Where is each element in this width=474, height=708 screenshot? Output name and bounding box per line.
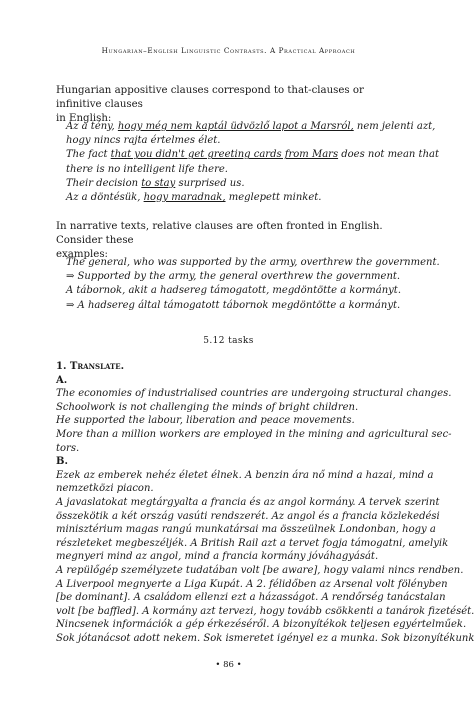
intro-2-line-2: examples: xyxy=(56,249,108,261)
sentence-line: Sok jótanácsot adott nekem. Sok ismeretet igényel ez a munka. Sok bizonyítékunk xyxy=(56,632,474,644)
fronted-clause-examples xyxy=(66,256,440,313)
sentence-line: A repülőgép személyzete tudatában volt [be aware], hogy valami nincs rendben. xyxy=(56,564,464,576)
example-line: ⇒ A hadsereg által támogatott tábornok megdöntötte a kormányt. xyxy=(66,299,401,311)
section-title: 5.12 tasks xyxy=(203,336,254,346)
example-line: Az a döntésük, hogy maradnak, meglepett minket. xyxy=(66,192,322,204)
sentence-line: részleteket megbeszéljék. A British Rail azt a tervet fogja támogatni, amelyik xyxy=(56,537,449,549)
example-line: hogy nincs rajta értelmes élet. xyxy=(66,135,221,147)
example-line: Their decision to stay surprised us. xyxy=(66,177,245,189)
part-b-sentences xyxy=(56,469,474,646)
task-1 xyxy=(56,360,474,645)
sentence-line: A javaslatokat megtárgyalta a francia és az angol kormány. A tervek szerint xyxy=(56,496,440,508)
sentence-line: He supported the labour, liberation and peace movements. xyxy=(56,415,355,427)
part-b-label: B. xyxy=(56,456,68,468)
intro-1-line-1: Hungarian appositive clauses correspond to that-clauses or infinitive clauses xyxy=(56,85,364,111)
intro-1-line-2: in English: xyxy=(56,113,112,125)
sentence-line: tors. xyxy=(56,442,80,454)
sentence-line: Ezek az emberek nehéz életet élnek. A benzin ára nő mind a hazai, mind a xyxy=(56,469,434,481)
sentence-line: A Liverpool megnyerte a Liga Kupát. A 2. félidőben az Arsenal volt fölényben xyxy=(56,578,448,590)
sentence-line: [be dominant]. A családom ellenzi ezt a házasságot. A rendőrség tanácstalan xyxy=(56,592,446,604)
running-head: Hungarian–English Linguistic Contrasts. A Practical Approach xyxy=(101,46,356,55)
appositive-examples xyxy=(66,120,439,205)
part-a-sentences xyxy=(56,387,452,455)
sentence-line: nemzetközi piacon. xyxy=(56,483,154,495)
sentence-line: Nincsenek információk a gép érkezéséről. A bizonyítékok teljesen egyértelműek. xyxy=(56,619,467,631)
sentence-line: The economies of industrialised countries are undergoing structural changes. xyxy=(56,388,452,400)
sentence-line: Schoolwork is not challenging the minds of bright children. xyxy=(56,401,359,413)
sentence-line: More than a million workers are employed in the mining and agricultural sec- xyxy=(56,428,452,440)
example-line: The fact that you didn't get greeting cards from Mars does not mean that xyxy=(66,149,439,161)
example-line: there is no intelligent life there. xyxy=(66,163,228,175)
page-number: • 86 • xyxy=(215,660,242,670)
intro-2-line-1: In narrative texts, relative clauses are often fronted in English. Consider these xyxy=(56,221,383,247)
sentence-line: összekötik a két ország vasúti rendszerét. Az angol és a francia közlekedési xyxy=(56,510,440,522)
example-line: Az a tény, hogy még nem kaptál üdvözlő lapot a Marsról, nem jelenti azt, xyxy=(66,121,436,132)
sentence-line: megnyeri mind az angol, mind a francia kormány jóváhagyását. xyxy=(56,551,379,563)
sentence-line: volt [be baffled]. A kormány azt tervezi, hogy tovább csökkenti a tanárok fizetését. xyxy=(56,605,474,617)
example-line: ⇒ Supported by the army, the general overthrew the government. xyxy=(66,271,401,283)
example-line: A tábornok, akit a hadsereg támogatott, megdöntötte a kormányt. xyxy=(66,285,401,297)
part-a-label: A. xyxy=(56,374,68,386)
sentence-line: minisztérium magas rangú munkatársai ma összeülnek Londonban, hogy a xyxy=(56,524,436,536)
example-line: The general, who was supported by the army, overthrew the government. xyxy=(66,257,440,268)
task-heading: 1. Translate. xyxy=(56,361,125,372)
